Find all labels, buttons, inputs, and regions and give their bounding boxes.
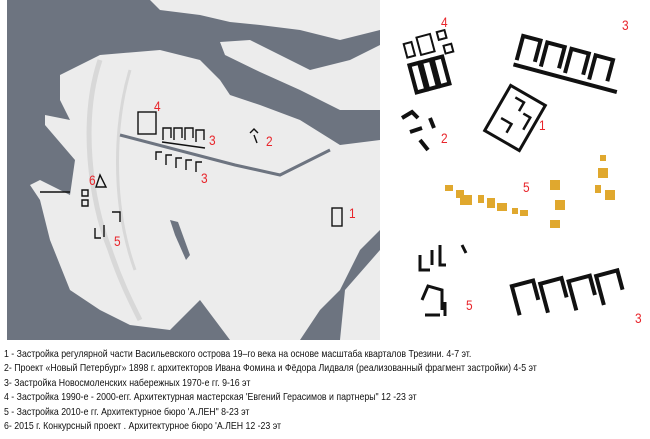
map-label: 3 [209, 132, 216, 148]
diagram-5-bottom-a [420, 245, 466, 270]
legend-item: 4 - Застройка 1990-е - 2000-егг. Архитектурная мастерская 'Евгений Герасимов и партнеры" 12 -23 эт [4, 392, 417, 404]
legend-item: 5 - Застройка 2010-е гг. Архитектурное бюро 'А.ЛЕН" 8-23 эт [4, 406, 250, 418]
diagram-5-yellow [445, 155, 615, 228]
map-label: 1 [349, 205, 356, 221]
diagram-3-bottom [512, 259, 625, 327]
diagram-5-bottom-b [422, 286, 445, 316]
map-label: 4 [154, 98, 161, 114]
diagram-label: 3 [635, 310, 642, 326]
diagram-label: 2 [441, 130, 448, 146]
legend [4, 348, 537, 434]
diagram-2 [402, 112, 434, 150]
diagram-4 [403, 29, 461, 92]
diagram-3-top [513, 35, 624, 92]
diagram-label: 4 [441, 14, 448, 30]
diagram-1 [485, 85, 546, 150]
legend-item: 3- Застройка Новосмоленских набережных 1970-е гг. 9-16 эт [4, 377, 251, 389]
map-label: 2 [266, 133, 273, 149]
diagram-label: 1 [539, 117, 546, 133]
legend-item: 1 - Застройка регулярной части Васильевского острова 19–го века на основе масштаба кварталов Трезини. 4-7 эт. [4, 349, 472, 360]
diagram-label: 5 [523, 179, 530, 195]
diagram-buildings [402, 29, 625, 326]
map-label: 3 [201, 170, 208, 186]
map-label: 5 [114, 233, 121, 249]
diagram-label: 3 [622, 17, 629, 33]
legend-item: 6- 2015 г. Конкурсный проект . Архитектурное бюро 'А.ЛЕН 12 -23 эт [4, 420, 282, 432]
map-label: 6 [89, 172, 96, 188]
legend-item: 2- Проект «Новый Петербург» 1898 г. архитекторов Ивана Фомина и Фёдора Лидваля (реализованный фрагмент застройки) 4-5 эт [4, 363, 537, 375]
diagram-label: 5 [466, 297, 473, 313]
